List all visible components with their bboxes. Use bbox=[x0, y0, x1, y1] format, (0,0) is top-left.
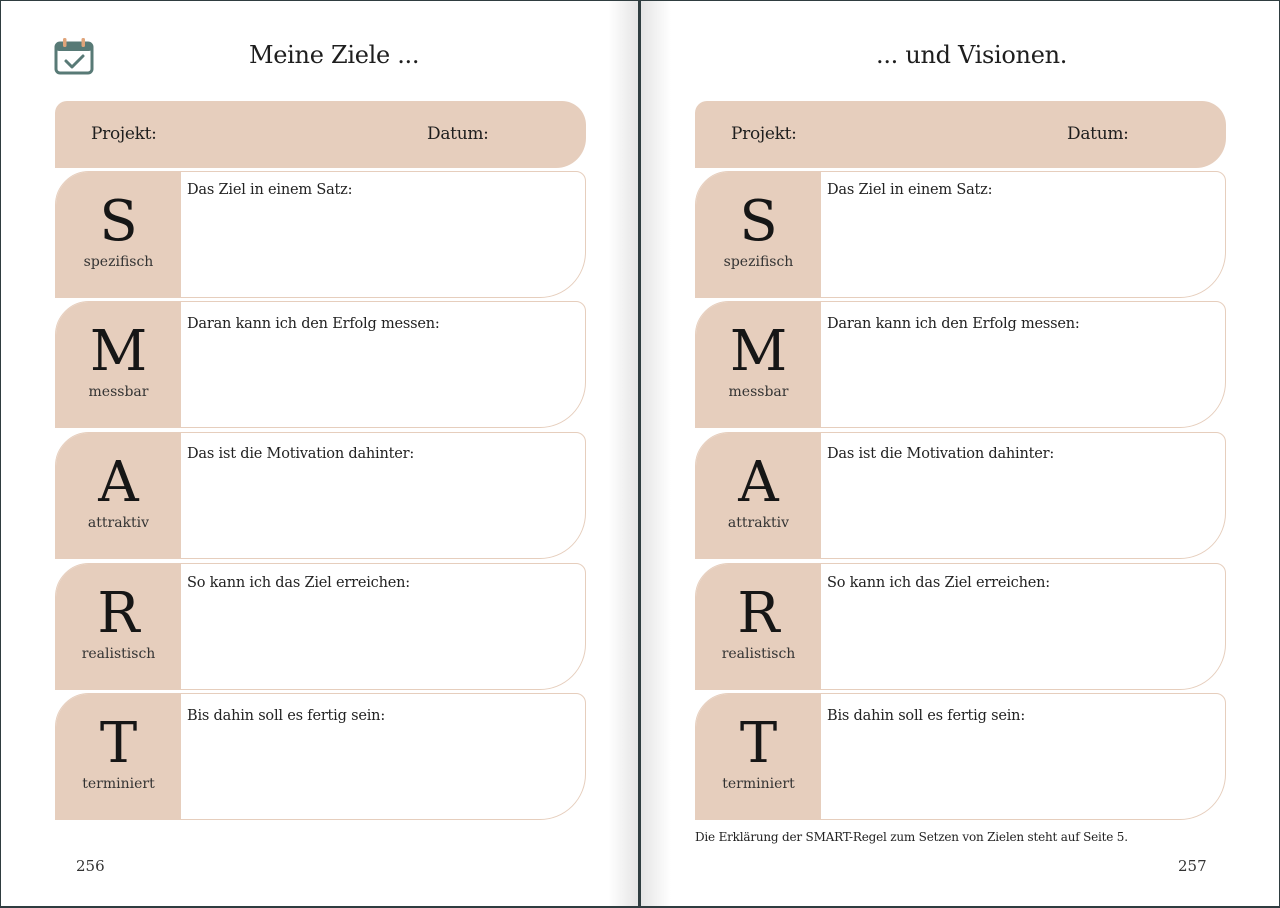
smart-letter: A bbox=[738, 450, 779, 515]
smart-word: messbar bbox=[728, 384, 789, 400]
smart-word: spezifisch bbox=[723, 254, 794, 270]
smart-word: spezifisch bbox=[83, 254, 154, 270]
smart-row-a bbox=[55, 432, 586, 559]
project-header bbox=[695, 101, 1226, 168]
smart-letter: S bbox=[739, 189, 778, 254]
smart-letter: M bbox=[89, 319, 148, 384]
row-prompt: Daran kann ich den Erfolg messen: bbox=[187, 316, 440, 332]
row-prompt: Das Ziel in einem Satz: bbox=[187, 182, 353, 198]
letter-box bbox=[56, 172, 181, 297]
row-prompt: Bis dahin soll es fertig sein: bbox=[187, 708, 385, 724]
page-number: 257 bbox=[1178, 857, 1207, 875]
right-page bbox=[641, 1, 1279, 906]
letter-box bbox=[56, 302, 181, 427]
project-label: Projekt: bbox=[731, 124, 797, 144]
letter-box bbox=[56, 564, 181, 689]
smart-row-a bbox=[695, 432, 1226, 559]
project-label: Projekt: bbox=[91, 124, 157, 144]
smart-word: attraktiv bbox=[727, 515, 790, 531]
page-number: 256 bbox=[76, 857, 105, 875]
smart-letter: T bbox=[99, 711, 138, 776]
row-prompt: Bis dahin soll es fertig sein: bbox=[827, 708, 1025, 724]
letter-box bbox=[696, 564, 821, 689]
letter-box bbox=[56, 694, 181, 819]
smart-row-t bbox=[55, 693, 586, 820]
smart-row-s bbox=[695, 171, 1226, 298]
smart-word: messbar bbox=[88, 384, 149, 400]
smart-letter: T bbox=[739, 711, 778, 776]
row-prompt: Das ist die Motivation dahinter: bbox=[827, 446, 1055, 462]
calendar-check-icon bbox=[54, 37, 94, 75]
smart-row-r bbox=[55, 563, 586, 690]
letter-box bbox=[696, 302, 821, 427]
row-prompt: Das ist die Motivation dahinter: bbox=[187, 446, 415, 462]
smart-word: terminiert bbox=[82, 776, 155, 792]
left-page bbox=[1, 1, 638, 906]
date-label: Datum: bbox=[427, 124, 489, 144]
footnote: Die Erklärung der SMART-Regel zum Setzen von Zielen steht auf Seite 5. bbox=[695, 830, 1128, 844]
letter-box bbox=[56, 433, 181, 558]
smart-row-r bbox=[695, 563, 1226, 690]
page-title: ... und Visionen. bbox=[876, 41, 1068, 69]
page-title: Meine Ziele ... bbox=[249, 41, 420, 69]
smart-word: attraktiv bbox=[87, 515, 150, 531]
date-label: Datum: bbox=[1067, 124, 1129, 144]
smart-row-m bbox=[55, 301, 586, 428]
project-header bbox=[55, 101, 586, 168]
smart-letter: S bbox=[99, 189, 138, 254]
row-prompt: So kann ich das Ziel erreichen: bbox=[827, 575, 1050, 591]
row-prompt: Das Ziel in einem Satz: bbox=[827, 182, 993, 198]
smart-row-t bbox=[695, 693, 1226, 820]
smart-row-s bbox=[55, 171, 586, 298]
smart-row-m bbox=[695, 301, 1226, 428]
letter-box bbox=[696, 694, 821, 819]
row-prompt: So kann ich das Ziel erreichen: bbox=[187, 575, 410, 591]
smart-word: realistisch bbox=[81, 646, 156, 662]
smart-letter: A bbox=[98, 450, 139, 515]
letter-box bbox=[696, 172, 821, 297]
smart-letter: R bbox=[737, 581, 780, 646]
smart-word: realistisch bbox=[721, 646, 796, 662]
smart-letter: M bbox=[729, 319, 788, 384]
letter-box bbox=[696, 433, 821, 558]
row-prompt: Daran kann ich den Erfolg messen: bbox=[827, 316, 1080, 332]
smart-word: terminiert bbox=[722, 776, 795, 792]
smart-letter: R bbox=[97, 581, 140, 646]
